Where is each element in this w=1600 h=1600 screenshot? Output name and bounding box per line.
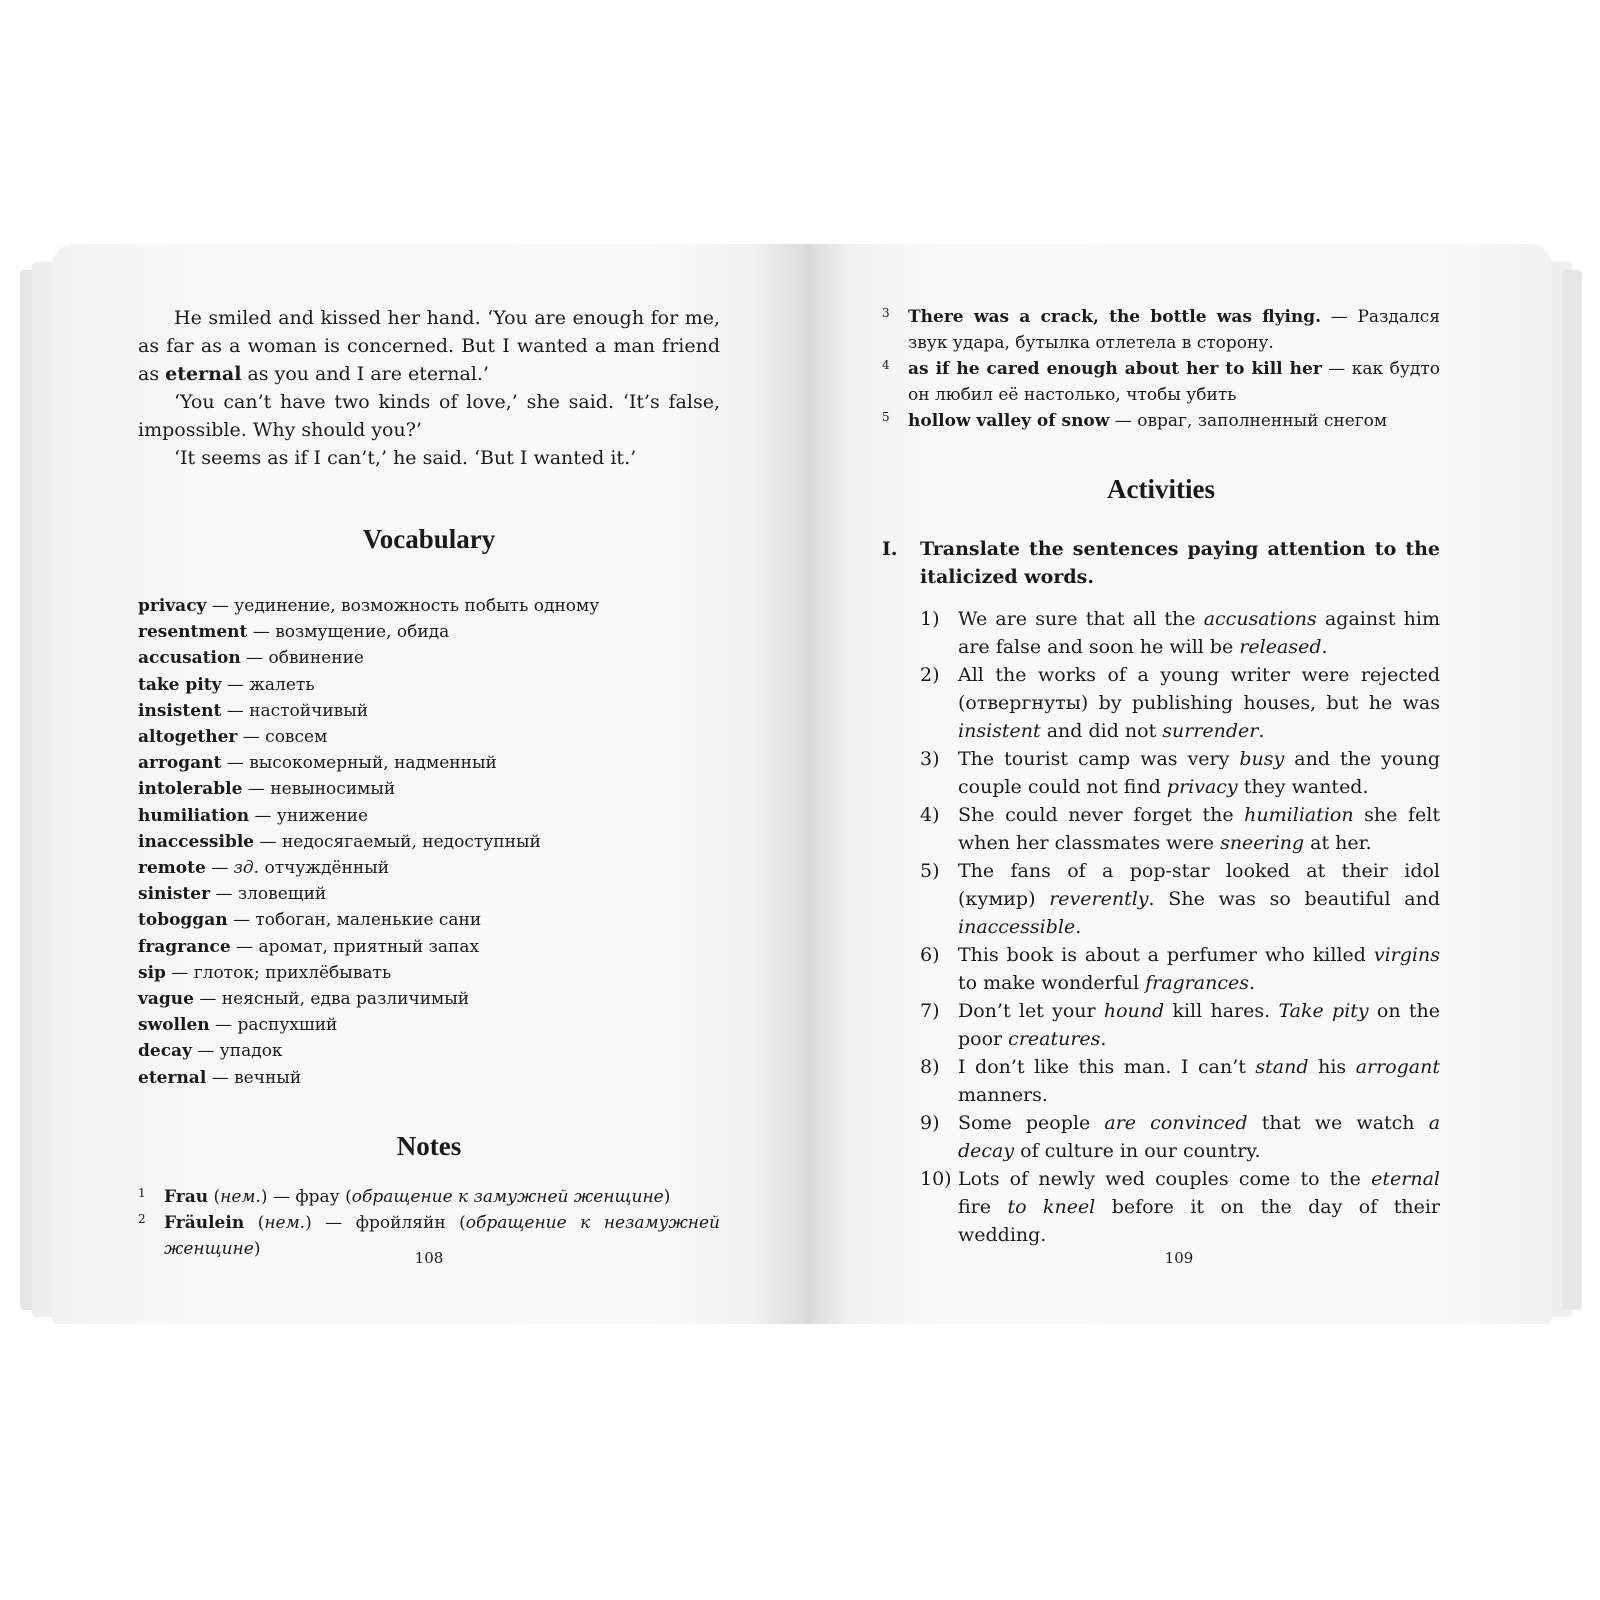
exercise-text-segment: This book is about a perfumer who killed	[958, 944, 1374, 966]
exercise-text-segment: I don’t like this man. I can’t	[958, 1056, 1256, 1078]
vocabulary-dash: —	[247, 779, 265, 800]
exercise-text-segment: .	[1258, 720, 1265, 742]
vocabulary-dash: —	[226, 700, 244, 721]
exercise-sentence	[882, 605, 1440, 661]
vocabulary-item	[138, 986, 720, 1012]
exercise-text	[958, 745, 1440, 801]
exercise-text-segment: before it on the day of their wedding.	[958, 1196, 1440, 1246]
exercise-text-segment: against him are false and soon he will be	[958, 608, 1440, 658]
vocabulary-dash: —	[232, 910, 250, 931]
vocabulary-term: privacy	[138, 596, 207, 616]
vocabulary-term: take pity	[138, 674, 222, 695]
vocabulary-item	[138, 1065, 720, 1091]
vocabulary-item	[138, 934, 720, 960]
vocabulary-term: humiliation	[138, 805, 250, 826]
footnote-term: Fräulein	[164, 1212, 245, 1233]
vocabulary-dash: —	[252, 622, 270, 643]
italicized-word: stand	[1255, 1056, 1309, 1078]
italicized-word: eternal	[1371, 1168, 1440, 1190]
exercise-text-segment: at her.	[1304, 832, 1372, 854]
vocabulary-term: altogether	[138, 727, 238, 748]
exercise-text-segment: and the young couple could not find	[958, 748, 1440, 798]
exercise-text-segment: Don’t let your	[958, 1000, 1104, 1022]
vocabulary-item	[138, 1038, 720, 1064]
activities-heading: Activities	[1107, 474, 1215, 504]
vocabulary-term: fragrance	[138, 936, 231, 957]
exercise-sentence	[882, 661, 1440, 745]
footnote-text: ) — фрау (	[260, 1186, 352, 1207]
vocabulary-meaning: упадок	[219, 1041, 283, 1062]
footnote-number: 1	[138, 1185, 146, 1200]
italicized-word: arrogant	[1355, 1056, 1440, 1078]
vocabulary-dash: —	[211, 596, 229, 616]
vocabulary-meaning: невыносимый	[270, 779, 396, 800]
italicized-word: accusations	[1203, 608, 1317, 630]
vocabulary-meaning: уединение, возможность побыть одному	[234, 596, 600, 616]
bold-word: eternal	[165, 363, 242, 385]
exercise-sentence	[882, 1109, 1440, 1165]
exercise-number: 5)	[920, 860, 940, 882]
italicized-word: sneering	[1220, 832, 1305, 854]
exercise-sentence	[882, 1165, 1440, 1249]
exercise-text-segment: Lots of newly wed couples come to the	[958, 1168, 1372, 1190]
vocabulary-item	[138, 855, 720, 881]
right-page	[806, 244, 1552, 1324]
vocabulary-item	[138, 907, 720, 933]
footnote-term: There was a crack, the bottle was flying.	[908, 307, 1322, 327]
right-page-stack-edge	[1562, 270, 1582, 1310]
vocabulary-meaning: обвинение	[268, 648, 364, 669]
vocabulary-meaning: аромат, приятный запах	[258, 936, 480, 957]
exercise-text	[958, 661, 1440, 745]
exercise-sentence	[882, 941, 1440, 997]
notes-heading: Notes	[396, 1130, 462, 1161]
exercise-text-segment: All the works of a young writer were rejected (отвергнуты) by publishing houses, but he was	[958, 664, 1440, 714]
vocabulary-meaning: недосягаемый, недоступный	[281, 831, 541, 852]
exercise-text	[958, 857, 1440, 941]
italicized-word: a decay	[958, 1112, 1441, 1162]
exercise-text	[958, 997, 1440, 1053]
vocabulary-term: inaccessible	[138, 831, 255, 852]
exercise-text-segment: kill hares.	[1164, 1000, 1279, 1022]
exercise-text-segment: We are sure that all the	[958, 608, 1204, 630]
vocabulary-term: decay	[138, 1041, 192, 1062]
vocabulary-dash: —	[226, 674, 244, 695]
vocabulary-meaning: совсем	[265, 727, 328, 748]
vocabulary-term: accusation	[138, 648, 241, 669]
vocabulary-term: toboggan	[138, 910, 228, 931]
footnote-text: (	[208, 1186, 221, 1207]
italicized-word: insistent	[958, 720, 1041, 742]
exercise-number: 7)	[920, 1000, 940, 1022]
vocabulary-meaning: глоток; прихлёбывать	[193, 962, 392, 983]
vocabulary-term: swollen	[138, 1015, 210, 1036]
vocabulary-meaning: распухший	[237, 1015, 338, 1036]
notes-list-continued	[882, 304, 1440, 434]
story-paragraph: ‘You can’t have two kinds of love,’ she said. ‘It’s false, impossible. Why should you?’	[138, 391, 720, 441]
vocabulary-meaning: высокомерный, надменный	[249, 753, 497, 774]
footnote-number: 2	[138, 1211, 146, 1226]
italicized-word: privacy	[1166, 776, 1238, 798]
exercise-text	[958, 1109, 1440, 1165]
vocabulary-item	[138, 724, 720, 750]
exercise-sentence	[882, 745, 1440, 801]
footnote	[882, 304, 1440, 356]
vocabulary-dash: —	[242, 727, 260, 748]
exercise-text-segment: Some people	[958, 1112, 1105, 1134]
italicized-word: reverently	[1049, 888, 1149, 910]
vocabulary-dash: —	[236, 936, 254, 957]
footnote-text: )	[663, 1186, 671, 1207]
exercise-number: 10)	[920, 1168, 952, 1190]
vocabulary-term: insistent	[138, 700, 222, 721]
exercise-text-segment: to make wonderful	[958, 972, 1146, 994]
italicized-word: virgins	[1373, 944, 1440, 966]
exercise-text-segment: fire	[958, 1196, 1008, 1218]
exercise-text-segment: She could never forget the	[958, 804, 1245, 826]
exercise-text-segment: on the poor	[958, 1000, 1441, 1050]
vocabulary-dash: —	[226, 753, 244, 774]
vocabulary-item	[138, 593, 720, 619]
story-paragraph: He smiled and kissed her hand. ‘You are enough for me, as far as a woman is concerned. But I wanted a man friend as eternal as you and I are eternal.’	[138, 307, 720, 385]
exercise-text-segment: .	[1100, 1028, 1107, 1050]
exercise-text-segment: . She was so beautiful and	[1148, 888, 1440, 910]
vocabulary-dash: —	[211, 1067, 229, 1088]
exercise-text-segment: they wanted.	[1237, 776, 1369, 798]
exercise-text-segment: of culture in our country.	[1014, 1140, 1261, 1162]
task-instruction	[882, 535, 1440, 591]
footnote-text: (	[244, 1212, 265, 1233]
vocabulary-item	[138, 776, 720, 802]
vocabulary-term: vague	[138, 989, 194, 1010]
footnote	[138, 1184, 720, 1210]
italicized-word: inaccessible	[958, 916, 1076, 938]
footnote	[882, 408, 1440, 434]
exercise-text	[958, 941, 1440, 997]
footnote-meaning: — как будто он любил её настолько, чтобы убить	[908, 359, 1440, 405]
vocabulary-list	[138, 593, 720, 1091]
exercise-text-segment: .	[1075, 916, 1082, 938]
story-paragraph: ‘It seems as if I can’t,’ he said. ‘But I wanted it.’	[174, 447, 637, 469]
footnote-number: 3	[882, 306, 890, 320]
vocabulary-item	[138, 960, 720, 986]
footnote-comment: обращение к замужней женщине	[351, 1186, 664, 1207]
exercise-number: 9)	[920, 1112, 940, 1134]
footnote-meaning: — Раздался звук удара, бутылка отлетела в сторону.	[908, 307, 1440, 353]
italicized-word: hound	[1103, 1000, 1165, 1022]
italicized-word: humiliation	[1244, 804, 1354, 826]
italicized-word: busy	[1239, 748, 1285, 770]
footnote-text: ) — фройляйн (	[305, 1212, 466, 1233]
vocabulary-dash: —	[197, 1041, 215, 1062]
footnote-text: )	[253, 1238, 261, 1259]
vocabulary-dash: —	[215, 1015, 233, 1036]
vocabulary-heading: Vocabulary	[362, 524, 496, 554]
vocabulary-item	[138, 881, 720, 907]
vocabulary-meaning: возмущение, обида	[275, 622, 450, 643]
exercise-list	[882, 605, 1440, 1249]
exercise-text-segment: and did not	[1040, 720, 1163, 742]
vocabulary-meaning: унижение	[276, 805, 369, 826]
italicized-word: released	[1239, 636, 1322, 658]
exercise-text	[958, 801, 1440, 857]
italicized-word: to kneel	[1007, 1196, 1096, 1218]
exercise-text	[958, 1165, 1440, 1249]
exercise-text	[958, 605, 1440, 661]
footnote-term: hollow valley of snow	[908, 411, 1110, 431]
italicized-word: fragrances	[1145, 972, 1249, 994]
exercise-text-segment: his	[1308, 1056, 1356, 1078]
exercise-number: 6)	[920, 944, 940, 966]
vocabulary-meaning: зловещий	[237, 884, 327, 905]
vocabulary-term: arrogant	[138, 753, 222, 774]
vocabulary-dash: —	[259, 831, 277, 852]
task-text: Translate the sentences paying attention to the italicized words.	[920, 538, 1440, 588]
exercise-text-segment: that we watch	[1247, 1112, 1429, 1134]
vocabulary-meaning: отчуждённый	[264, 858, 390, 879]
exercise-number: 2)	[920, 664, 940, 686]
vocabulary-term: intolerable	[138, 779, 243, 800]
vocabulary-term: sip	[138, 962, 166, 983]
vocabulary-item	[138, 698, 720, 724]
exercise-sentence	[882, 997, 1440, 1053]
italicized-word: surrender	[1162, 720, 1259, 742]
footnote	[882, 356, 1440, 408]
vocabulary-term: eternal	[138, 1067, 207, 1088]
exercise-sentence	[882, 857, 1440, 941]
story-text	[138, 304, 720, 472]
exercise-text-segment: .	[1321, 636, 1328, 658]
exercise-text-segment: she felt when her classmates were	[958, 804, 1440, 854]
footnote-number: 5	[882, 410, 890, 424]
exercise-text-segment: The tourist camp was very	[958, 748, 1240, 770]
vocabulary-item	[138, 672, 720, 698]
vocabulary-dash: —	[171, 962, 189, 983]
vocabulary-term: resentment	[138, 622, 248, 643]
footnote-language: нем.	[220, 1186, 261, 1207]
vocabulary-item	[138, 829, 720, 855]
footnote-term: Frau	[164, 1186, 209, 1207]
italicized-word: Take pity	[1278, 1000, 1369, 1022]
vocabulary-dash: —	[211, 858, 229, 879]
vocabulary-term: remote	[138, 858, 206, 879]
exercise-sentence	[882, 801, 1440, 857]
vocabulary-item	[138, 645, 720, 671]
vocabulary-dash: —	[199, 989, 217, 1010]
italicized-word: are convinced	[1104, 1112, 1248, 1134]
footnote-meaning: — овраг, заполненный снегом	[1109, 411, 1388, 431]
vocabulary-meaning: неясный, едва различимый	[221, 989, 470, 1010]
exercise-text	[958, 1053, 1440, 1109]
exercise-number: 8)	[920, 1056, 940, 1078]
footnote-term: as if he cared enough about her to kill her	[908, 359, 1322, 379]
vocabulary-dash: —	[246, 648, 264, 669]
vocabulary-item	[138, 1012, 720, 1038]
vocabulary-meaning: тобоган, маленькие сани	[255, 910, 482, 931]
exercise-text-segment: .	[1248, 972, 1256, 994]
exercise-number: 1)	[920, 608, 940, 630]
exercise-number: 3)	[920, 748, 940, 770]
page-number: 108	[414, 1249, 444, 1267]
task-number: I.	[882, 538, 898, 560]
page-number: 109	[1164, 1249, 1194, 1267]
vocabulary-dash: —	[215, 884, 233, 905]
exercise-text-segment: The fans of a pop-star looked at their idol (кумир)	[958, 860, 1440, 910]
italicized-word: creatures	[1008, 1028, 1101, 1050]
footnote-number: 4	[882, 358, 890, 372]
vocabulary-item	[138, 750, 720, 776]
vocabulary-abbreviation: зд.	[233, 858, 260, 879]
vocabulary-item	[138, 803, 720, 829]
vocabulary-term: sinister	[138, 884, 211, 905]
vocabulary-meaning: вечный	[234, 1067, 302, 1088]
exercise-sentence	[882, 1053, 1440, 1109]
vocabulary-dash: —	[254, 805, 272, 826]
left-page	[52, 244, 806, 1324]
footnote-language: нем.	[264, 1212, 306, 1233]
exercise-number: 4)	[920, 804, 940, 826]
vocabulary-item	[138, 619, 720, 645]
footnote-comment: обращение к незамужней женщине	[164, 1212, 720, 1259]
exercise-text-segment: manners.	[958, 1084, 1048, 1106]
vocabulary-meaning: настойчивый	[249, 700, 369, 721]
vocabulary-meaning: жалеть	[249, 674, 315, 695]
